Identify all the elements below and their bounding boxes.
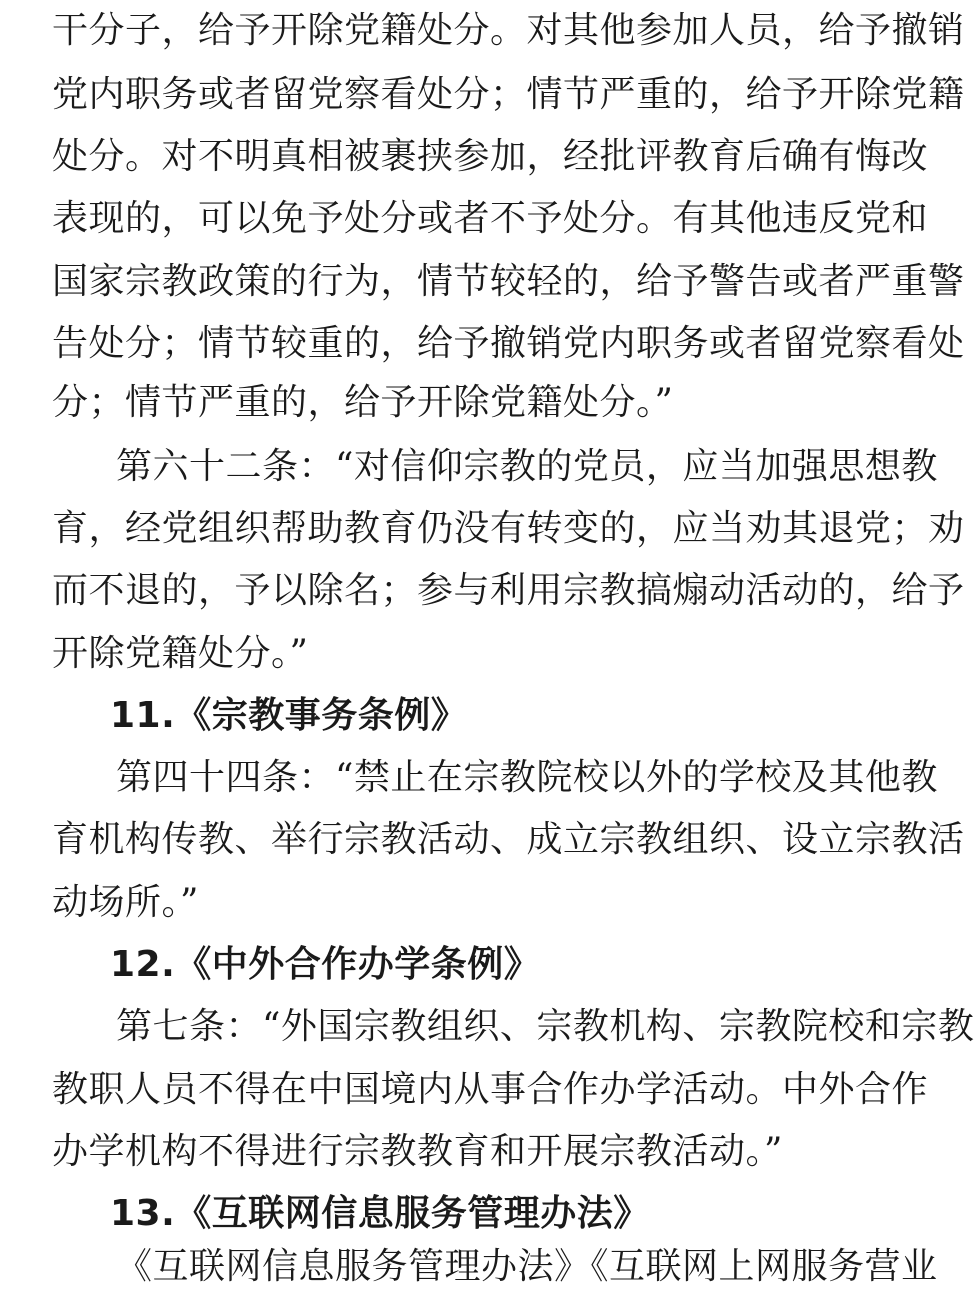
text-line: 而不退的，予以除名；参与利用宗教搞煽动活动的，给予	[52, 570, 965, 611]
article-44-line: 第四十四条：“禁止在宗教院校以外的学校及其他教	[116, 757, 938, 798]
text-line: 国家宗教政策的行为，情节较轻的，给予警告或者严重警	[52, 261, 965, 302]
article-62-line: 第六十二条：“对信仰宗教的党员，应当加强思想教	[116, 446, 938, 487]
section-heading-13: 13.《互联网信息服务管理办法》	[110, 1193, 650, 1234]
article-7-line: 第七条：“外国宗教组织、宗教机构、宗教院校和宗教	[116, 1006, 974, 1047]
text-line: 育机构传教、举行宗教活动、成立宗教组织、设立宗教活	[52, 819, 965, 860]
section-heading-11: 11.《宗教事务条例》	[110, 695, 468, 736]
text-line: 教职人员不得在中国境内从事合作办学活动。中外合作	[52, 1069, 929, 1110]
text-line: 办学机构不得进行宗教教育和开展宗教活动。”	[52, 1131, 783, 1172]
text-line: 动场所。”	[52, 882, 199, 923]
text-line: 《互联网信息服务管理办法》《互联网上网服务营业	[116, 1246, 938, 1287]
text-line: 告处分；情节较重的，给予撤销党内职务或者留党察看处	[52, 323, 965, 364]
text-line: 党内职务或者留党察看处分；情节严重的，给予开除党籍	[52, 74, 965, 115]
text-line: 表现的，可以免予处分或者不予处分。有其他违反党和	[52, 198, 929, 239]
text-line: 分；情节严重的，给予开除党籍处分。”	[52, 382, 674, 423]
section-heading-12: 12.《中外合作办学条例》	[110, 944, 541, 985]
text-line: 开除党籍处分。”	[52, 633, 309, 674]
text-line: 干分子，给予开除党籍处分。对其他参加人员，给予撤销	[52, 10, 965, 51]
text-line: 处分。对不明真相被裹挟参加，经批评教育后确有悔改	[52, 136, 929, 177]
text-line: 育，经党组织帮助教育仍没有转变的，应当劝其退党；劝	[52, 508, 965, 549]
